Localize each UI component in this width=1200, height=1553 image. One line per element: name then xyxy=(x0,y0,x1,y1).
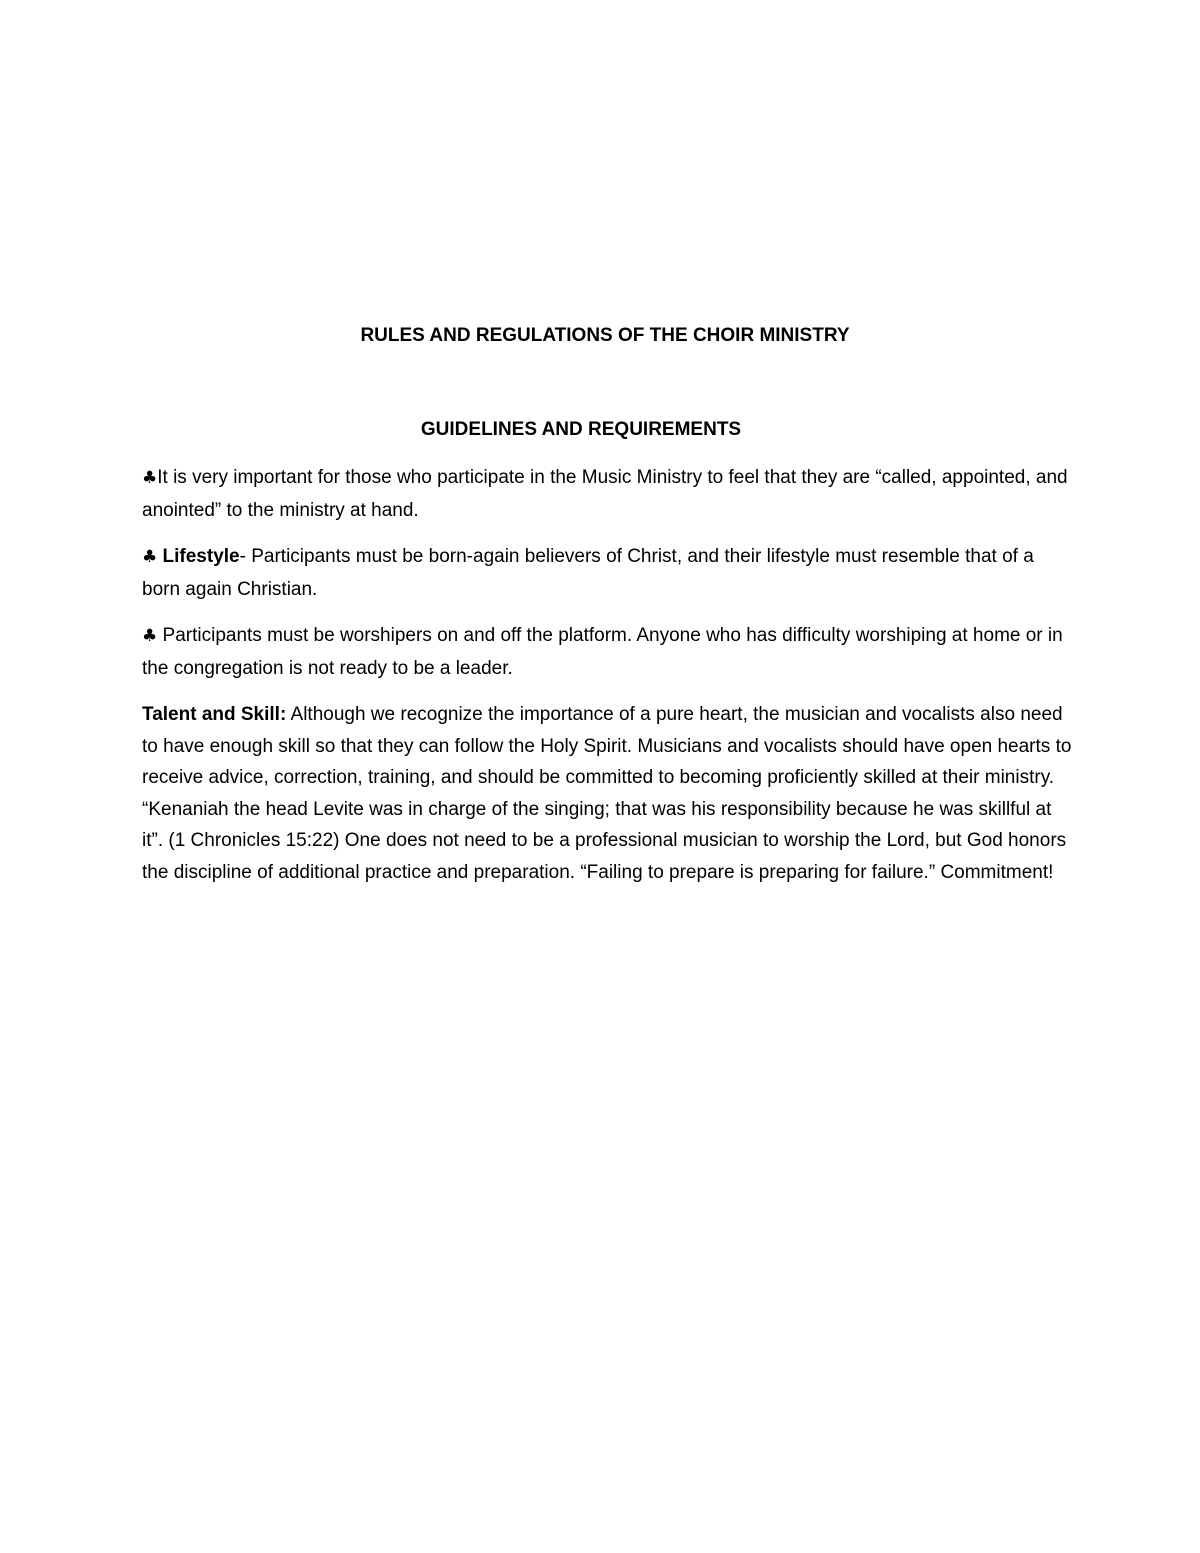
paragraph-text: Participants must be worshipers on and off the platform. Anyone who has difficulty worshiping at home or in the congregation is not ready to be a leader. xyxy=(142,625,1063,679)
paragraph-lifestyle xyxy=(142,541,1072,605)
paragraph-text: It is very important for those who participate in the Music Ministry to feel that they are “called, appointed, and anointed” to the ministry at hand. xyxy=(142,467,1068,521)
section-heading: GUIDELINES AND REQUIREMENTS xyxy=(420,419,742,440)
paragraph-text: Although we recognize the importance of a pure heart, the musician and vocalists also need to have enough skill so that they can follow the Holy Spirit. Musicians and vocalists should have open hearts to receive advice, correction, training, and should be committed to becoming proficiently skilled at their ministry. “Kenaniah the head Levite was in charge of the singing; that was his responsibility because he was skillful at it”. (1 Chronicles 15:22) One does not need to be a professional musician to worship the Lord, but God honors the discipline of additional practice and preparation. “Failing to prepare is preparing for failure.” Commitment! xyxy=(142,704,1072,883)
paragraph-worship xyxy=(142,620,1072,684)
paragraph-talent-skill xyxy=(142,699,1072,888)
club-bullet-icon: ♣ xyxy=(142,468,158,488)
document-body xyxy=(142,462,1072,903)
paragraph-text: - Participants must be born-again believers of Christ, and their lifestyle must resemble that of a born again Christian. xyxy=(142,546,1034,600)
paragraph-calling xyxy=(142,462,1072,526)
paragraph-label: Talent and Skill: xyxy=(142,704,287,725)
club-bullet-icon: ♣ xyxy=(142,626,158,646)
club-bullet-icon: ♣ xyxy=(142,547,158,567)
document-title: RULES AND REGULATIONS OF THE CHOIR MINISTRY xyxy=(360,325,850,346)
paragraph-label: Lifestyle xyxy=(162,546,240,567)
